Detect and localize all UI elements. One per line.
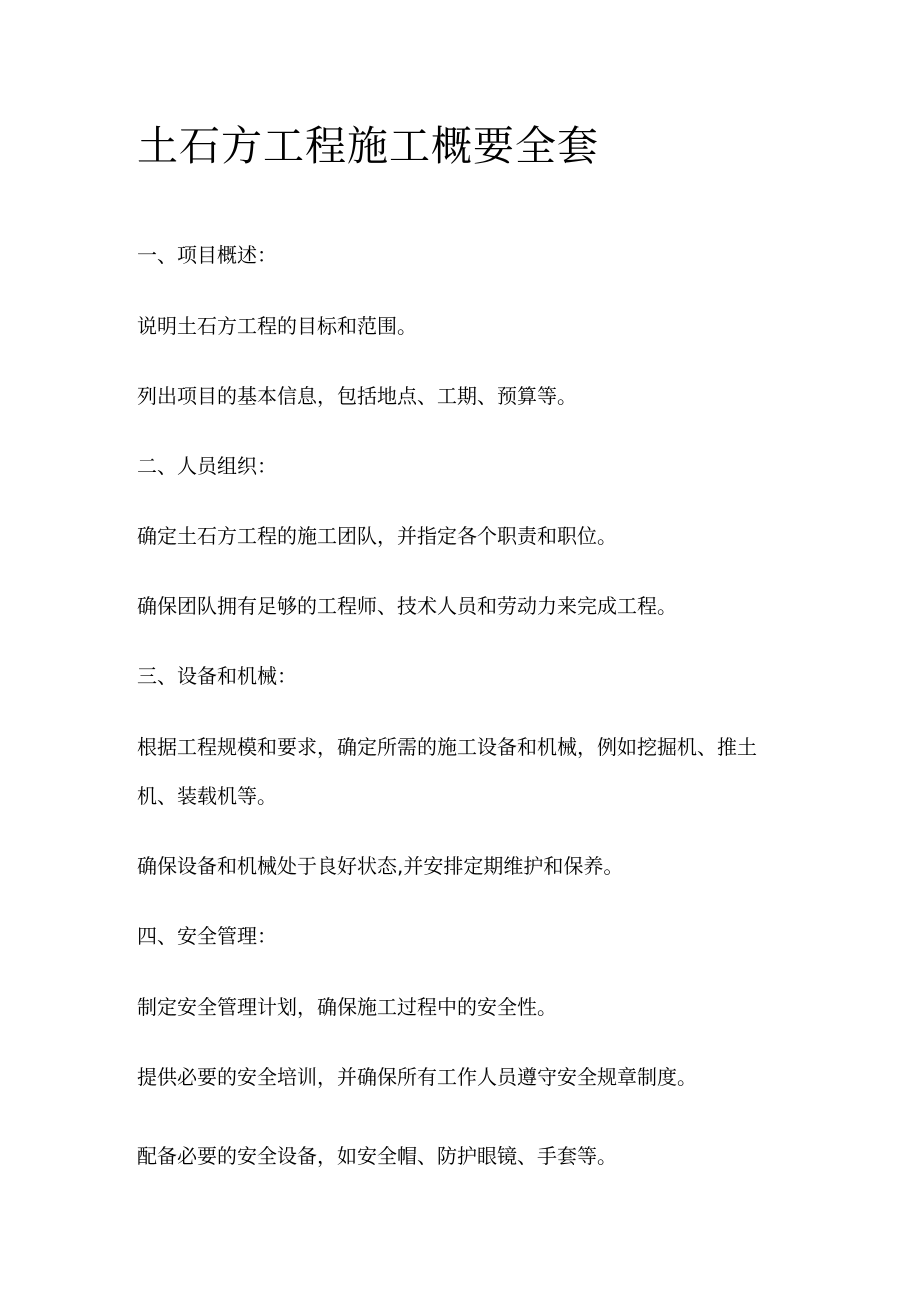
section-heading-safety: 四、安全管理： [137, 924, 277, 948]
paragraph-overview-1: 说明土石方工程的目标和范围。 [137, 314, 417, 338]
section-heading-equipment: 三、设备和机械： [137, 664, 297, 688]
paragraph-safety-3: 配备必要的安全设备，如安全帽、防护眼镜、手套等。 [137, 1144, 617, 1168]
paragraph-safety-2: 提供必要的安全培训，并确保所有工作人员遵守安全规章制度。 [137, 1065, 697, 1089]
paragraph-overview-2: 列出项目的基本信息，包括地点、工期、预算等。 [137, 384, 577, 408]
section-heading-personnel: 二、人员组织： [137, 454, 277, 478]
paragraph-safety-1: 制定安全管理计划，确保施工过程中的安全性。 [137, 995, 557, 1019]
paragraph-equipment-1: 根据工程规模和要求，确定所需的施工设备和机械，例如挖掘机、推土 [137, 735, 757, 759]
paragraph-personnel-1: 确定土石方工程的施工团队，并指定各个职责和职位。 [137, 524, 617, 548]
paragraph-equipment-2: 确保设备和机械处于良好状态,并安排定期维护和保养。 [137, 854, 624, 878]
paragraph-personnel-2: 确保团队拥有足够的工程师、技术人员和劳动力来完成工程。 [137, 594, 677, 618]
document-title: 土石方工程施工概要全套 [137, 122, 599, 170]
paragraph-equipment-1-cont: 机、装载机等。 [137, 784, 277, 808]
section-heading-overview: 一、项目概述： [137, 243, 277, 267]
